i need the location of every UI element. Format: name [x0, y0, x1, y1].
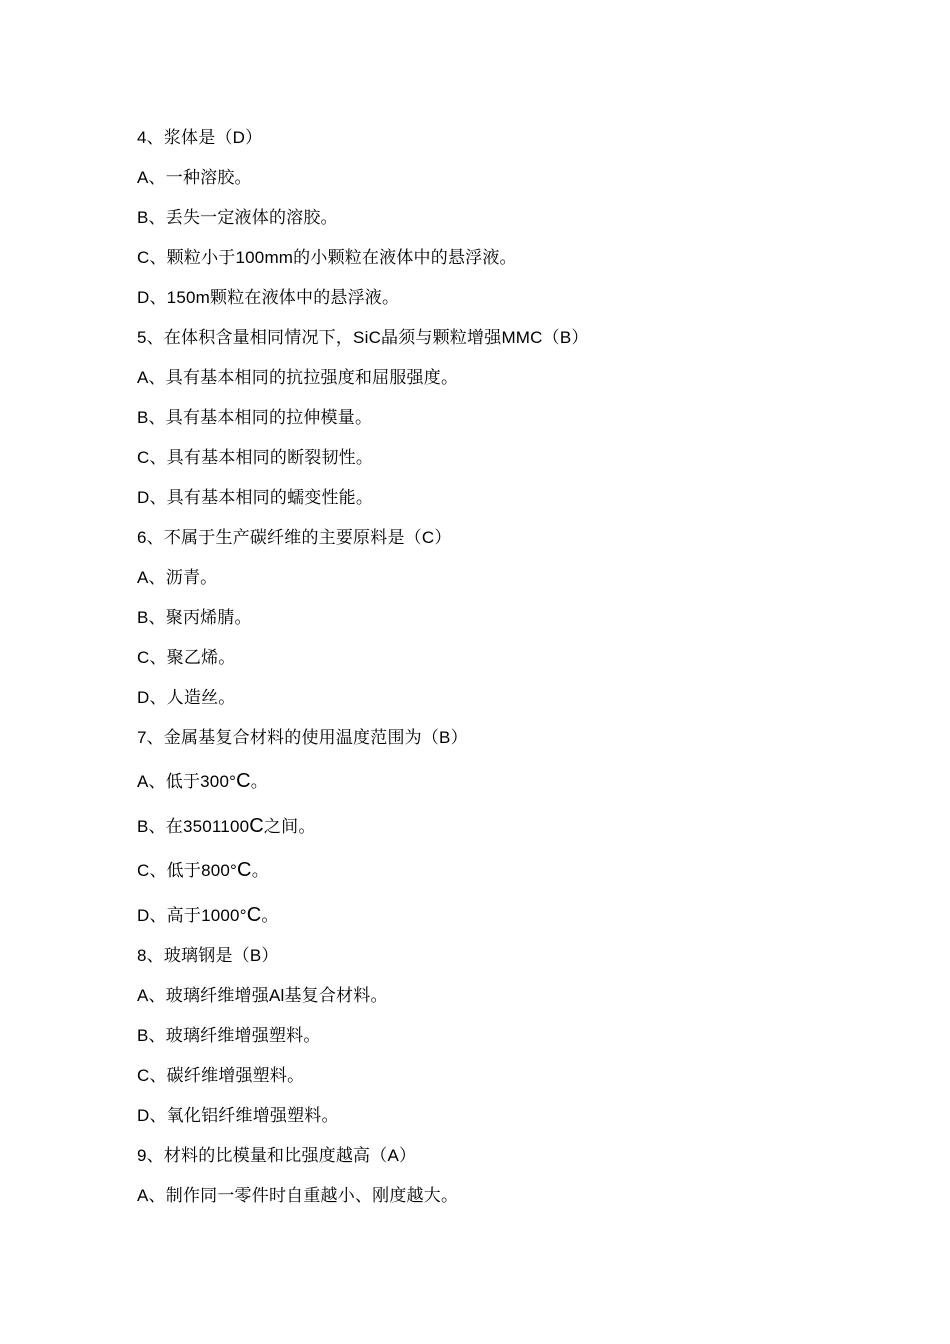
option-text-end: 。 [261, 905, 279, 925]
option-text-end: 。 [251, 861, 269, 880]
question-7-stem: 7、金属基复合材料的使用温度范围为（B） [137, 728, 468, 747]
celsius-symbol: C [249, 814, 264, 837]
question-7-option-c [137, 847, 897, 892]
question-8-option-d: D、氧化铝纤维增强塑料。 [137, 1106, 339, 1125]
celsius-symbol: C [236, 770, 251, 792]
question-7-option-d [137, 892, 897, 937]
question-4-option-a: A、一种溶胶。 [137, 168, 252, 187]
option-text: C、低于800° [137, 861, 238, 880]
question-5-option-b: B、具有基本相同的拉伸模量。 [137, 408, 373, 427]
question-8-option-b: B、玻璃纤维增强塑料。 [137, 1026, 321, 1045]
question-6-stem: 6、不属于生产碳纤维的主要原料是（C） [137, 528, 452, 547]
question-5-stem: 5、在体积含量相同情况下，SiC晶须与颗粒增强MMC（B） [137, 328, 589, 347]
option-text: D、高于1000° [137, 905, 247, 925]
question-4-option-c: C、颗粒小于100mm的小颗粒在液体中的悬浮液。 [137, 248, 517, 267]
celsius-symbol: C [246, 903, 262, 926]
question-8-option-a: A、玻璃纤维增强Al基复合材料。 [137, 986, 388, 1005]
question-5-option-d: D、具有基本相同的蠕变性能。 [137, 488, 374, 507]
question-9-option-a: A、制作同一零件时自重越小、刚度越大。 [137, 1186, 459, 1205]
question-9-stem: 9、材料的比模量和比强度越高（A） [137, 1146, 417, 1165]
question-5-option-a: A、具有基本相同的抗拉强度和屈服强度。 [137, 368, 459, 387]
question-8-stem: 8、玻璃钢是（B） [137, 946, 279, 965]
celsius-symbol: C [237, 859, 252, 881]
option-text: B、在3501100 [137, 816, 250, 836]
question-6-option-d: D、人造丝。 [137, 688, 236, 707]
question-6-option-a: A、沥青。 [137, 568, 218, 587]
question-list [137, 118, 897, 1216]
question-4-stem: 4、浆体是（D） [137, 128, 263, 147]
question-7-option-b [137, 803, 897, 848]
question-8-option-c: C、碳纤维增强塑料。 [137, 1066, 305, 1085]
question-7-option-a [137, 758, 897, 803]
question-4-option-d: D、150m颗粒在液体中的悬浮液。 [137, 288, 400, 307]
question-5-option-c: C、具有基本相同的断裂韧性。 [137, 448, 374, 467]
question-6-option-c: C、聚乙烯。 [137, 648, 236, 667]
option-text-end: 之间。 [263, 816, 316, 836]
option-text: A、低于300° [137, 772, 237, 791]
option-text-end: 。 [250, 772, 268, 791]
question-4-option-b: B、丢失一定液体的溶胶。 [137, 208, 338, 227]
question-6-option-b: B、聚丙烯腈。 [137, 608, 252, 627]
